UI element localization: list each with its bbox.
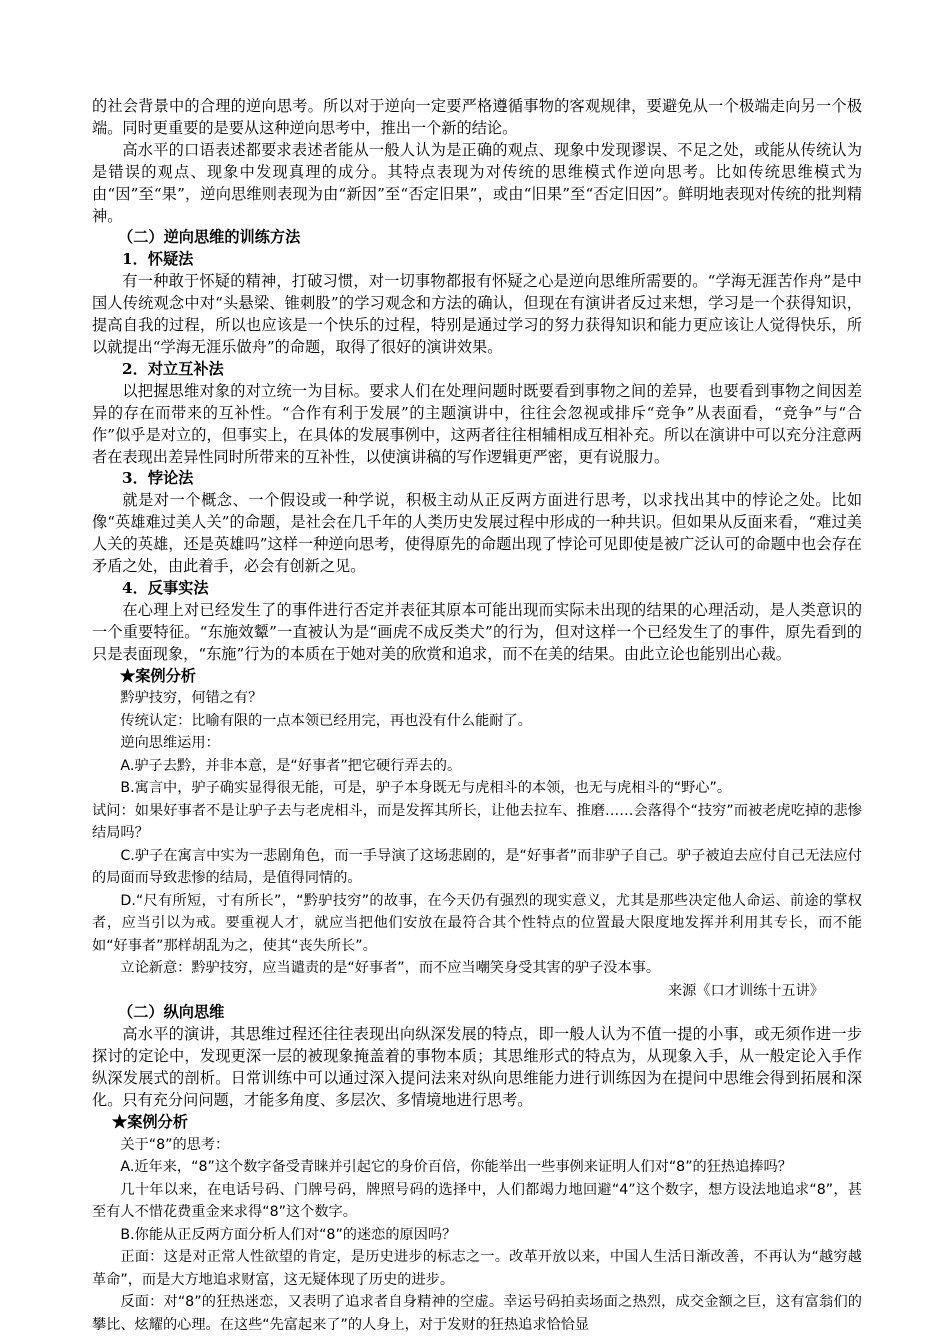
- case-line-c: C.驴子在寓言中实为一悲剧角色，而一手导演了这场悲剧的，是“好事者”而非驴子自己。驴子被迫去应付自己无法应付的局面而导致悲惨的结局，是值得同情的。: [92, 847, 862, 887]
- case2-line-a: A.近年来，“8”这个数字备受青睐并引起它的身价百倍，你能举出一些事例来证明人们对“8”的狂热追捧吗？: [120, 1159, 792, 1176]
- subheading-doubt-method: 1．怀疑法: [122, 250, 194, 269]
- case-line-new-argument: 立论新意：黔驴技穷，应当谴责的是“好事者”，而不应当嘲笑身受其害的驴子没本事。: [120, 960, 661, 977]
- section-heading-reverse-training: （二）逆向思维的训练方法: [118, 228, 301, 247]
- paragraph-intro-continued: 的社会背景中的合理的逆向思考。所以对于逆向一定要严格遵循事物的客观规律，要避免从一个极端走向另一个极端。同时更重要的是要从这种逆向思考中，推出一个新的结论。: [92, 97, 862, 137]
- case2-line-b: B.你能从正反两方面分析人们对“8”的迷恋的原因吗？: [120, 1226, 457, 1243]
- case-line-traditional: 传统认定：比喻有限的一点本领已经用完，再也没有什么能耐了。: [120, 712, 532, 729]
- case2-line-decades: 几十年以来，在电话号码、门牌号码，牌照号码的选择中，人们都竭力地回避“4”这个数字，想方设法地追求“8”，甚至有人不惜花费重金来求得“8”这个数字。: [92, 1181, 862, 1221]
- case-analysis-heading-2: ★案例分析: [112, 1113, 188, 1131]
- paragraph-high-level-expression: 高水平的口语表述都要求表述者能从一般人认为是正确的观点、现象中发现谬误、不足之处，或能从传统认为是错误的观点、现象中发现真理的成分。其特点表现为对传统的思维模式作逆向思考。比如传统思维模式为由“因”至“果”，逆向思维则表现为由“新因”至“否定旧果”，或由“旧果”至“否定旧因”。鲜明地表现对传统的批判精神。: [92, 140, 862, 225]
- paragraph-doubt-method: 有一种敢于怀疑的精神，打破习惯，对一切事物都报有怀疑之心是逆向思维所需要的。“学海无涯苦作舟”是中国人传统观念中对“头悬梁、锥刺股”的学习观念和方法的确认，但现在有演讲者反过来想，学习是一个获得知识，提高自我的过程，所以也应该是一个快乐的过程，特别是通过学习的努力获得知识和能力更应该让人觉得快乐，所以就提出“学海无涯乐做舟”的命题，取得了很好的演讲效果。: [92, 272, 862, 356]
- case2-line-title: 关于“8”的思考：: [120, 1136, 230, 1153]
- case2-line-negative: 反面：对“8”的狂热迷恋，又表明了追求者自身精神的空虚。幸运号码拍卖场面之热烈，成交金额之巨，这有富翁们的攀比、炫耀的心理。在这些“先富起来了”的人身上，对于发财的狂热追求恰恰显: [92, 1294, 862, 1333]
- subheading-paradox-method: 3．悖论法: [122, 469, 194, 488]
- paragraph-complement-method: 以把握思维对象的对立统一为目标。要求人们在处理问题时既要看到事物之间的差异，也要看到事物之间因差异的存在而带来的互补性。“合作有利于发展”的主题演讲中，往往会忽视或排斥“竞争”从表面看，“竞争”与“合作”似乎是对立的，但事实上，在具体的发展事例中，这两者往往相辅相成互相补充。所以在演讲中可以充分注意两者在表现出差异性同时所带来的互补性，以使演讲稿的写作逻辑更严密，更有说服力。: [92, 381, 862, 466]
- case-analysis-heading-1: ★案例分析: [120, 666, 196, 685]
- case-line-reverse-use: 逆向思维运用：: [120, 735, 220, 752]
- document-page: [92, 96, 862, 1336]
- paragraph-counterfactual-method: 在心理上对已经发生了的事件进行否定并表征其原本可能出现而实际未出现的结果的心理活动，是人类意识的一个重要特征。“东施效颦”一直被认为是“画虎不成反类犬”的行为，但对这样一个已经发生了的事件，原先看到的只是表面现象，“东施”行为的本质在于她对美的欣赏和追求，而不在美的结果。由此立论也能别出心裁。: [92, 600, 862, 663]
- case-line-a: A.驴子去黔，并非本意，是“好事者”把它硬行弄去的。: [120, 757, 462, 774]
- section-heading-vertical-thinking: （二）纵向思维: [118, 1003, 225, 1022]
- case-line-b: B.寓言中，驴子确实显得很无能，可是，驴子本身既无与虎相斗的本领，也无与虎相斗的“野心”。: [120, 780, 732, 797]
- case2-line-positive: 正面：这是对正常人性欲望的肯定，是历史进步的标志之一。改革开放以来，中国人生活日渐改善，不再认为“越穷越革命”，而是大方地追求财富，这无疑体现了历史的进步。: [92, 1249, 862, 1288]
- case-line-d: D.“尺有所短，寸有所长”，“黔驴技穷”的故事，在今天仍有强烈的现实意义，尤其是那些决定他人命运、前途的掌权者，应当引以为戒。要重视人才，就应当把他们安放在最符合其个性特点的位置最大限度地发挥并利用其专长，而不能如“好事者”那样胡乱为之，使其“丧失所长”。: [92, 892, 862, 954]
- paragraph-vertical-thinking: 高水平的演讲，其思维过程还往往表现出向纵深发展的特点，即一般人认为不值一提的小事，或无须作进一步探讨的定论中，发现更深一层的被现象掩盖着的事物本质；其思维形式的特点为，从现象入手，从一般定论入手作纵深发展式的剖析。日常训练中可以通过深入提问法来对纵向思维能力进行训练因为在提问中思维会得到拓展和深化。只有充分问问题，才能多角度、多层次、多情境地进行思考。: [92, 1025, 862, 1110]
- subheading-complement-method: 2．对立互补法: [122, 359, 224, 378]
- case-line-title: 黔驴技穷，何错之有？: [120, 690, 263, 707]
- subheading-counterfactual-method: 4．反事实法: [122, 578, 209, 597]
- source-citation: 来源《口才训练十五讲》: [667, 982, 824, 999]
- paragraph-paradox-method: 就是对一个概念、一个假设或一种学说，积极主动从正反两方面进行思考，以求找出其中的悖论之处。比如像“英雄难过美人关”的命题，是社会在几千年的人类历史发展过程中形成的一种共识。但如果从反面来看，“难过美人关的英雄，还是英雄吗”这样一种逆向思考，使得原先的命题出现了悖论可见即使是被广泛认可的命题中也会存在矛盾之处，由此着手，必会有创新之见。: [92, 491, 862, 576]
- case-line-question: 试问：如果好事者不是让驴子去与老虎相斗，而是发挥其所长，让他去拉车、推磨……会落得个“技穷”而被老虎吃掉的悲惨结局吗？: [92, 802, 862, 842]
